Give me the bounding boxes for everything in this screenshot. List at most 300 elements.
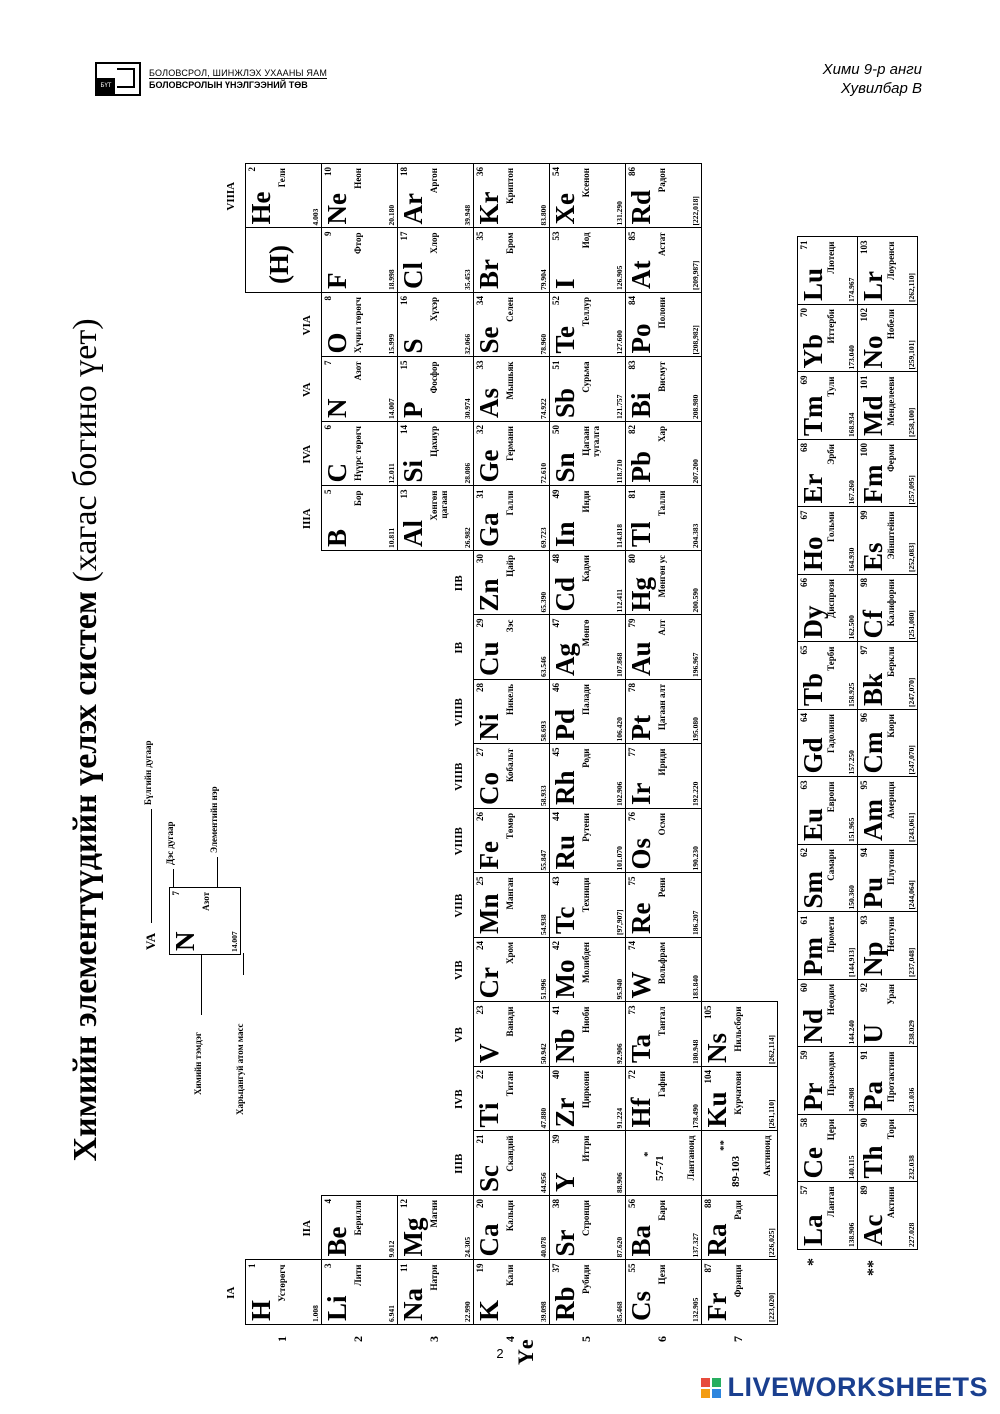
actinide-cell-md	[857, 372, 918, 441]
element-name: Лантан	[826, 1186, 836, 1218]
atomic-number: 75	[627, 876, 637, 886]
element-name: Талли	[657, 490, 667, 517]
atomic-number: 67	[799, 510, 809, 520]
atomic-mass: 101.070	[615, 846, 624, 871]
atomic-mass: 95.940	[615, 978, 624, 1000]
atomic-number: 88	[703, 1199, 713, 1208]
element-symbol: Xe	[550, 193, 580, 225]
element-name: Иод	[581, 232, 591, 249]
element-name: Инди	[581, 490, 591, 513]
atomic-number: 99	[859, 510, 869, 520]
atomic-number: 95	[859, 780, 869, 790]
element-symbol: Ge	[474, 449, 504, 483]
element-name: Промети	[826, 916, 836, 953]
element-name: Нептуни	[886, 916, 896, 952]
lanthanide-star: *	[642, 1151, 654, 1157]
atomic-number: 41	[551, 1005, 561, 1015]
element-symbol: Dy	[798, 605, 828, 639]
element-symbol: Os	[626, 837, 656, 870]
group-header-va: VA	[301, 382, 313, 397]
element-cell-ta	[625, 1002, 702, 1068]
element-name: Терби	[826, 646, 836, 671]
atomic-mass: 137.327	[691, 1233, 700, 1258]
atomic-number: 36	[475, 167, 485, 176]
element-symbol: Na	[398, 1288, 428, 1321]
element-cell-as	[473, 357, 550, 423]
element-symbol: Ti	[474, 1102, 504, 1128]
atomic-number: 50	[551, 425, 561, 434]
element-cell-li	[321, 1260, 398, 1326]
atomic-mass: 164.930	[847, 547, 856, 572]
subject-title: Хими 9-р анги	[822, 61, 922, 78]
atomic-number: 100	[859, 443, 869, 457]
actinide-cell-pa	[857, 1047, 918, 1116]
element-symbol: Yb	[798, 333, 828, 369]
element-symbol: Ca	[474, 1223, 504, 1257]
atomic-mass: 6.941	[387, 1305, 396, 1322]
element-cell-c	[321, 421, 398, 487]
element-cell-xe	[549, 163, 626, 229]
element-cell-ag	[549, 615, 626, 681]
element-name: Астат	[657, 232, 667, 256]
element-symbol: Ru	[550, 834, 580, 870]
lanthanide-cell-eu	[797, 777, 858, 846]
atomic-mass: [258,100]	[907, 407, 916, 437]
group-header-iva: IVA	[301, 444, 313, 464]
element-symbol: Au	[626, 641, 656, 676]
element-name: Никель	[505, 684, 515, 715]
lanthanide-row-mark: *	[805, 1258, 822, 1266]
atomic-mass: 88.906	[615, 1172, 624, 1193]
element-name: Роди	[581, 748, 591, 768]
atomic-number: 59	[799, 1050, 809, 1060]
atomic-number: 77	[627, 747, 637, 757]
atomic-mass: 173.040	[847, 345, 856, 370]
element-name: Празеодим	[826, 1051, 836, 1096]
atomic-mass: [252,083]	[907, 542, 916, 572]
element-name: Неодим	[826, 984, 836, 1016]
element-cell-ir	[625, 744, 702, 810]
element-symbol: Bi	[626, 392, 656, 418]
element-name: Берилли	[353, 1200, 363, 1236]
element-name: Нильсбори	[733, 1006, 743, 1052]
atomic-mass: 192.220	[691, 781, 700, 806]
atomic-number: 71	[799, 240, 809, 250]
atomic-mass: 167.260	[847, 480, 856, 505]
atomic-mass: 157.250	[847, 750, 856, 775]
atomic-mass: 112.411	[615, 588, 624, 613]
element-symbol: Np	[858, 941, 888, 976]
element-name: Лоуренси	[886, 241, 896, 281]
lanthanide-cell-er	[797, 439, 858, 508]
element-symbol: Be	[322, 1226, 352, 1257]
element-symbol: P	[398, 401, 428, 418]
element-cell-br	[473, 228, 550, 294]
atomic-mass: 174.967	[847, 277, 856, 302]
atomic-mass: 186.207	[691, 910, 700, 935]
element-cell-cu	[473, 615, 550, 681]
atomic-number: 22	[475, 1070, 485, 1079]
element-symbol: Sb	[550, 387, 580, 418]
element-symbol: C	[322, 463, 352, 483]
atomic-number: 57	[799, 1185, 809, 1195]
element-symbol: F	[322, 272, 352, 289]
element-symbol: Ce	[798, 1147, 828, 1179]
atomic-number: 40	[551, 1070, 561, 1079]
element-name: Сурьма	[581, 361, 591, 393]
element-cell-sb	[549, 357, 626, 423]
group-header-iib: IIB	[453, 575, 465, 592]
atomic-mass: 127.600	[615, 330, 624, 355]
element-cell-na	[397, 1260, 474, 1326]
atomic-mass: 121.757	[615, 394, 624, 419]
lanthanide-cell-lu	[797, 237, 858, 306]
atomic-number: 63	[799, 780, 809, 790]
atomic-number: 38	[551, 1199, 561, 1208]
element-name: Лити	[353, 1264, 363, 1286]
atomic-number: 29	[475, 618, 485, 628]
atomic-mass: 114.818	[615, 524, 624, 548]
atomic-number: 30	[475, 554, 485, 563]
atomic-number: 61	[799, 915, 809, 925]
page-title: Химийн элементүүдийн үелэх систем (хагас богино үет)	[67, 318, 104, 1162]
atomic-number: 53	[551, 231, 561, 241]
element-symbol: Ba	[626, 1224, 656, 1257]
element-cell-ga	[473, 486, 550, 552]
element-name: Цези	[657, 1264, 667, 1285]
element-cell-zn	[473, 550, 550, 616]
element-cell-p	[397, 357, 474, 423]
atomic-mass: [261,110]	[767, 1099, 776, 1129]
atomic-mass: 39.948	[463, 204, 472, 226]
element-symbol: Mg	[398, 1217, 428, 1257]
liveworksheets-logo	[701, 1372, 988, 1403]
atomic-mass: 50.942	[539, 1043, 548, 1064]
element-cell-cs	[625, 1260, 702, 1326]
element-cell-tl	[625, 486, 702, 552]
element-name: Мөнгөн ус	[657, 555, 667, 598]
element-symbol: Tm	[798, 395, 828, 436]
element-symbol: Md	[858, 395, 888, 436]
element-name: Фосфор	[429, 361, 439, 394]
element-cell-se	[473, 292, 550, 358]
element-cell-mg	[397, 1195, 474, 1261]
element-name: Неон	[353, 168, 363, 189]
atomic-mass: 39.098	[539, 1301, 548, 1322]
element-cell-os	[625, 808, 702, 874]
element-name: Германи	[505, 426, 515, 461]
element-symbol: Sm	[798, 870, 828, 909]
element-name: Висмут	[657, 361, 667, 392]
element-symbol: O	[322, 332, 352, 354]
atomic-mass: 65.390	[539, 591, 548, 613]
element-name: Америци	[886, 781, 896, 819]
element-symbol: Ku	[702, 1091, 732, 1128]
element-symbol: Hf	[626, 1097, 656, 1128]
group-header-viib: VIIB	[453, 893, 465, 918]
atomic-mass: 72.610	[539, 462, 548, 484]
element-cell-rh	[549, 744, 626, 810]
element-cell-ns	[701, 1002, 778, 1068]
brand-square	[712, 1389, 721, 1398]
element-symbol: Y	[550, 1172, 580, 1192]
atomic-mass: [223,020]	[767, 1292, 776, 1322]
element-symbol: I	[550, 278, 580, 289]
actinide-star: **	[718, 1140, 730, 1151]
actinide-cell-cm	[857, 709, 918, 778]
atomic-number: 58	[799, 1118, 809, 1127]
element-symbol: Hg	[626, 576, 656, 612]
period-number-3: 3	[427, 1336, 441, 1342]
atomic-mass: 83.800	[539, 204, 548, 226]
element-symbol: Zn	[474, 578, 504, 612]
atomic-mass: 22.990	[463, 1301, 472, 1322]
element-cell-ar	[397, 163, 474, 229]
atomic-mass: 183.840	[691, 975, 700, 1000]
brand-square	[712, 1378, 721, 1387]
element-cell-al	[397, 486, 474, 552]
element-cell-co	[473, 744, 550, 810]
element-name: Титан	[505, 1071, 515, 1097]
element-cell-b	[321, 486, 398, 552]
lanthanide-cell-tm	[797, 372, 858, 441]
element-symbol: Rd	[626, 189, 656, 225]
element-cell-ne	[321, 163, 398, 229]
element-symbol: V	[474, 1043, 504, 1063]
element-name: Актини	[886, 1186, 896, 1219]
atomic-mass: 107.868	[615, 652, 624, 677]
atomic-number: 85	[627, 231, 637, 241]
atomic-number: 14	[399, 425, 409, 434]
atomic-number: 74	[627, 941, 637, 950]
atomic-number: 1	[247, 1263, 257, 1268]
element-name: Кальци	[505, 1200, 515, 1232]
legend-line-group	[151, 809, 152, 923]
element-symbol: Gd	[798, 737, 828, 774]
element-symbol: Rb	[550, 1286, 580, 1321]
atomic-mass: 54.938	[539, 914, 548, 935]
atomic-mass: 28.086	[463, 462, 472, 484]
legend-line-name	[217, 857, 218, 887]
legend-caption-group: Бүлгийн дугаар	[143, 740, 153, 805]
element-cell-cd	[549, 550, 626, 616]
header-subject	[823, 60, 922, 98]
atomic-mass: 238.029	[907, 1020, 916, 1045]
element-cell-sc	[473, 1131, 550, 1197]
actinide-cell-cf	[857, 574, 918, 643]
atomic-mass: 85.468	[615, 1301, 624, 1322]
period-number-5: 5	[579, 1336, 593, 1342]
atomic-mass: [259,101]	[907, 340, 916, 370]
element-name: Цагаан алт	[657, 684, 667, 731]
element-cell-cl	[397, 228, 474, 294]
element-name: Кали	[505, 1264, 515, 1286]
atomic-mass: 12.011	[387, 463, 396, 484]
atomic-number: 52	[551, 296, 561, 305]
element-cell-sn	[549, 421, 626, 487]
element-name: Иттри	[581, 1135, 591, 1162]
hydrogen-repeat-cell	[245, 228, 322, 294]
element-symbol: Re	[626, 902, 656, 934]
element-name: Хар	[657, 426, 667, 443]
element-symbol: La	[798, 1214, 828, 1246]
element-cell-w	[625, 937, 702, 1003]
element-name: Теллур	[581, 297, 591, 327]
element-symbol: Te	[550, 325, 580, 354]
legend-line-number	[173, 869, 174, 887]
atomic-mass: 232.038	[907, 1155, 916, 1180]
atomic-number: 10	[323, 167, 333, 176]
element-cell-si	[397, 421, 474, 487]
atomic-number: 11	[399, 1263, 409, 1273]
atomic-mass: 91.224	[615, 1107, 624, 1129]
atomic-mass: [247,070]	[907, 677, 916, 707]
atomic-mass: 140.908	[847, 1087, 856, 1112]
atomic-mass: 40.078	[539, 1236, 548, 1258]
lanthanide-range: 57-71	[654, 1155, 666, 1181]
element-symbol: Ac	[858, 1214, 888, 1246]
element-symbol: Ns	[702, 1032, 732, 1063]
element-name: Диспрози	[826, 579, 836, 618]
atomic-mass: 55.847	[539, 849, 548, 871]
atomic-number: 28	[475, 683, 485, 692]
group-header-viiib1: VIIIB	[453, 827, 465, 856]
actinide-cell-am	[857, 777, 918, 846]
element-cell-ni	[473, 679, 550, 745]
element-symbol: Rh	[550, 770, 580, 805]
element-symbol: Cu	[474, 641, 504, 676]
atomic-mass: 158.925	[847, 682, 856, 707]
element-name: Стронци	[581, 1200, 591, 1236]
element-name: Рутени	[581, 813, 591, 842]
atomic-number: 4	[323, 1199, 333, 1204]
atomic-mass: 207.200	[691, 459, 700, 484]
atomic-mass: 132.905	[691, 1297, 700, 1322]
element-symbol: Ne	[322, 193, 352, 225]
element-cell-ru	[549, 808, 626, 874]
atomic-number: 3	[323, 1263, 333, 1268]
element-name: Бром	[505, 232, 515, 254]
element-name: Полони	[657, 297, 667, 329]
atomic-number: 78	[627, 683, 637, 692]
element-symbol: Pt	[626, 715, 656, 741]
element-name: Плутони	[886, 849, 896, 885]
element-symbol: Sc	[474, 1165, 504, 1192]
group-header-vib: VIB	[453, 960, 465, 981]
atomic-number: 48	[551, 554, 561, 563]
element-symbol: Er	[798, 473, 828, 504]
group-header-ivb: IVB	[453, 1089, 465, 1110]
atomic-mass: 150.360	[847, 885, 856, 910]
atomic-mass: [208,982]	[691, 325, 700, 355]
period-number-2: 2	[351, 1336, 365, 1342]
element-name: Цайр	[505, 555, 515, 577]
atomic-number: 45	[551, 747, 561, 757]
lanthanide-placeholder	[625, 1131, 702, 1197]
element-symbol: Po	[626, 323, 656, 354]
atomic-mass: 118.710	[615, 459, 624, 484]
atomic-number: 87	[703, 1263, 713, 1273]
lanthanide-cell-tb	[797, 642, 858, 711]
lanthanide-cell-yb	[797, 304, 858, 373]
element-name: Циркони	[581, 1071, 591, 1109]
element-cell-rb	[549, 1260, 626, 1326]
element-cell-ba	[625, 1195, 702, 1261]
atomic-number: 62	[799, 848, 809, 857]
element-cell-ti	[473, 1066, 550, 1132]
element-symbol: Fr	[702, 1292, 732, 1321]
atomic-number: 2	[247, 167, 257, 172]
atomic-mass: 168.934	[847, 412, 856, 437]
element-name: Кадми	[581, 555, 591, 582]
legend-group-label: VA	[143, 932, 158, 950]
element-cell-mo	[549, 937, 626, 1003]
atomic-number: 92	[859, 983, 869, 992]
atomic-number: 86	[627, 167, 637, 176]
element-name: Кюри	[886, 714, 896, 738]
atomic-number: 105	[703, 1005, 713, 1019]
legend-number: 7	[171, 891, 181, 896]
element-cell-hg	[625, 550, 702, 616]
atomic-mass: [226,025]	[767, 1228, 776, 1258]
atomic-mass: [251,080]	[907, 610, 916, 640]
legend-caption-mass: Харьцангуй атом масс	[235, 1023, 245, 1115]
atomic-mass: 69.723	[539, 527, 548, 548]
atomic-number: 72	[627, 1070, 637, 1079]
element-name: Осми	[657, 813, 667, 836]
actinide-cell-es	[857, 507, 918, 576]
element-symbol: Si	[398, 459, 428, 483]
element-cell-n	[321, 357, 398, 423]
element-name: Лютеци	[826, 241, 836, 274]
period-axis-label: Үе	[513, 1339, 538, 1365]
element-name: Вольфрам	[657, 942, 667, 985]
element-cell-po	[625, 292, 702, 358]
element-symbol: In	[550, 521, 580, 547]
atomic-mass: 18.998	[387, 269, 396, 290]
element-name: Ради	[733, 1200, 743, 1220]
element-name: Манган	[505, 877, 515, 910]
element-symbol: Mo	[550, 959, 580, 999]
atomic-number: 91	[859, 1050, 869, 1060]
element-symbol: Li	[322, 1295, 352, 1321]
element-symbol: B	[322, 528, 352, 547]
atomic-mass: [237,048]	[907, 947, 916, 977]
element-symbol: As	[474, 387, 504, 418]
atomic-mass: [244,064]	[907, 880, 916, 910]
group-header-via: VIA	[301, 315, 313, 336]
element-cell-bi	[625, 357, 702, 423]
element-symbol: K	[474, 1299, 504, 1321]
element-cell-re	[625, 873, 702, 939]
atomic-mass: 131.290	[615, 201, 624, 226]
element-name: Курчатови	[733, 1071, 743, 1115]
element-symbol: Cr	[474, 967, 504, 999]
element-name: Нүүрс төрөгч	[353, 426, 363, 481]
element-symbol: Th	[858, 1145, 888, 1179]
legend-name: Азот	[201, 892, 211, 911]
element-name: Гафни	[657, 1071, 667, 1098]
atomic-mass: 10.811	[387, 527, 396, 548]
element-name: Эйнштейни	[886, 511, 896, 560]
element-name: Хүхэр	[429, 297, 439, 322]
actinide-cell-np	[857, 912, 918, 981]
element-cell-tc	[549, 873, 626, 939]
atomic-number: 49	[551, 489, 561, 499]
element-symbol: Pm	[798, 937, 828, 976]
atomic-number: 24	[475, 941, 485, 950]
element-symbol: Tb	[798, 672, 828, 706]
